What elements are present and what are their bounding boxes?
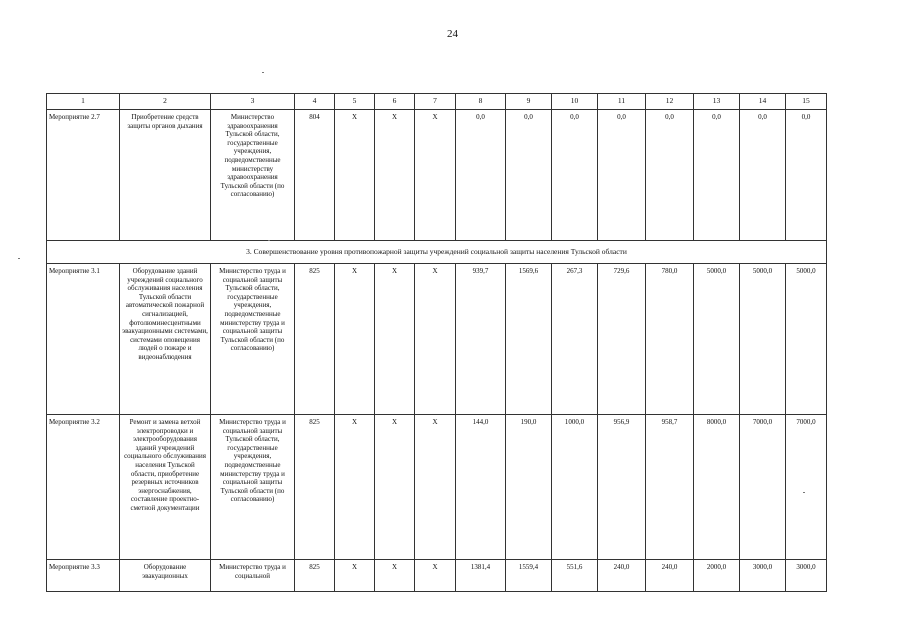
measure-label: Мероприятие 2.7 [47, 110, 120, 241]
cell-x: Х [415, 560, 456, 592]
section-row [47, 241, 827, 264]
amount-cell: 267,3 [552, 264, 598, 415]
table-row [47, 415, 827, 560]
budget-code: 825 [295, 560, 335, 592]
amount-cell: 551,6 [552, 560, 598, 592]
column-number: 5 [335, 94, 375, 110]
amount-cell: 5000,0 [740, 264, 786, 415]
amount-cell: 0,0 [740, 110, 786, 241]
amount-cell: 956,9 [598, 415, 646, 560]
amount-cell: 240,0 [646, 560, 694, 592]
measure-executor: Министерство труда и социальной защиты Тульской области, государственные учреждения, подведомственные министерству труда и социальной защиты Тульской области (по согласованию) [211, 264, 295, 415]
scan-speck [268, 240, 270, 241]
measure-name: Приобретение средств защиты органов дыхания [120, 110, 211, 241]
amount-cell: 240,0 [598, 560, 646, 592]
column-number: 14 [740, 94, 786, 110]
column-number: 8 [456, 94, 506, 110]
amount-cell: 0,0 [456, 110, 506, 241]
cell-x: Х [415, 264, 456, 415]
amount-cell: 1381,4 [456, 560, 506, 592]
table-row [47, 264, 827, 415]
column-number: 11 [598, 94, 646, 110]
cell-x: Х [375, 415, 415, 560]
amount-cell: 1559,4 [506, 560, 552, 592]
amount-cell: 939,7 [456, 264, 506, 415]
budget-code: 825 [295, 415, 335, 560]
amount-cell: 0,0 [694, 110, 740, 241]
scan-speck [262, 72, 264, 73]
cell-x: Х [375, 560, 415, 592]
section-title: 3. Совершенствование уровня противопожарной защиты учреждений социальной защиты населения Тульской области [47, 241, 827, 264]
table-row [47, 560, 827, 592]
amount-cell: 958,7 [646, 415, 694, 560]
amount-cell: 0,0 [552, 110, 598, 241]
column-number: 15 [786, 94, 827, 110]
column-number: 7 [415, 94, 456, 110]
amount-cell: 3000,0 [786, 560, 827, 592]
measure-label: Мероприятие 3.2 [47, 415, 120, 560]
amount-cell: 5000,0 [694, 264, 740, 415]
amount-cell: 1569,6 [506, 264, 552, 415]
amount-cell: 0,0 [786, 110, 827, 241]
measure-label: Мероприятие 3.3 [47, 560, 120, 592]
column-number-row [47, 94, 827, 110]
column-number: 2 [120, 94, 211, 110]
cell-x: Х [415, 415, 456, 560]
column-number: 12 [646, 94, 694, 110]
measure-label: Мероприятие 3.1 [47, 264, 120, 415]
cell-x: Х [335, 415, 375, 560]
amount-cell: 7000,0 [740, 415, 786, 560]
measure-name: Оборудование эвакуационных [120, 560, 211, 592]
program-table [46, 93, 827, 592]
cell-x: Х [375, 110, 415, 241]
measure-name: Ремонт и замена ветхой электропроводки и электрооборудования зданий учреждений социального обслуживания населения Тульской области, приобретение резервных источников энергоснабжения, составление проектно-сметной документации [120, 415, 211, 560]
page-number: 24 [447, 28, 458, 40]
measure-executor: Министерство здравоохранения Тульской области, государственные учреждения, подведомственные министерству здравоохранения Тульской области (по согласованию) [211, 110, 295, 241]
amount-cell: 0,0 [598, 110, 646, 241]
amount-cell: 0,0 [646, 110, 694, 241]
amount-cell: 780,0 [646, 264, 694, 415]
measure-executor: Министерство труда и социальной защиты Тульской области, государственные учреждения, подведомственные министерству труда и социальной защиты Тульской области (по согласованию) [211, 415, 295, 560]
column-number: 10 [552, 94, 598, 110]
column-number: 4 [295, 94, 335, 110]
amount-cell: 1000,0 [552, 415, 598, 560]
cell-x: Х [335, 264, 375, 415]
amount-cell: 3000,0 [740, 560, 786, 592]
amount-cell: 2000,0 [694, 560, 740, 592]
amount-cell: 144,0 [456, 415, 506, 560]
table-row [47, 110, 827, 241]
budget-code: 825 [295, 264, 335, 415]
amount-cell: 5000,0 [786, 264, 827, 415]
scan-speck [803, 492, 805, 493]
measure-executor: Министерство труда и социальной [211, 560, 295, 592]
amount-cell: 190,0 [506, 415, 552, 560]
budget-code: 804 [295, 110, 335, 241]
cell-x: Х [375, 264, 415, 415]
cell-x: Х [335, 110, 375, 241]
column-number: 6 [375, 94, 415, 110]
column-number: 3 [211, 94, 295, 110]
amount-cell: 7000,0 [786, 415, 827, 560]
measure-name: Оборудование зданий учреждений социального обслуживания населения Тульской области автоматической пожарной сигнализацией, фотолюминесцентными эвакуационными системами, системами оповещения людей о пожаре и видеонаблюдения [120, 264, 211, 415]
cell-x: Х [415, 110, 456, 241]
column-number: 1 [47, 94, 120, 110]
scan-speck [18, 258, 20, 259]
cell-x: Х [335, 560, 375, 592]
amount-cell: 0,0 [506, 110, 552, 241]
amount-cell: 729,6 [598, 264, 646, 415]
column-number: 13 [694, 94, 740, 110]
column-number: 9 [506, 94, 552, 110]
amount-cell: 8000,0 [694, 415, 740, 560]
